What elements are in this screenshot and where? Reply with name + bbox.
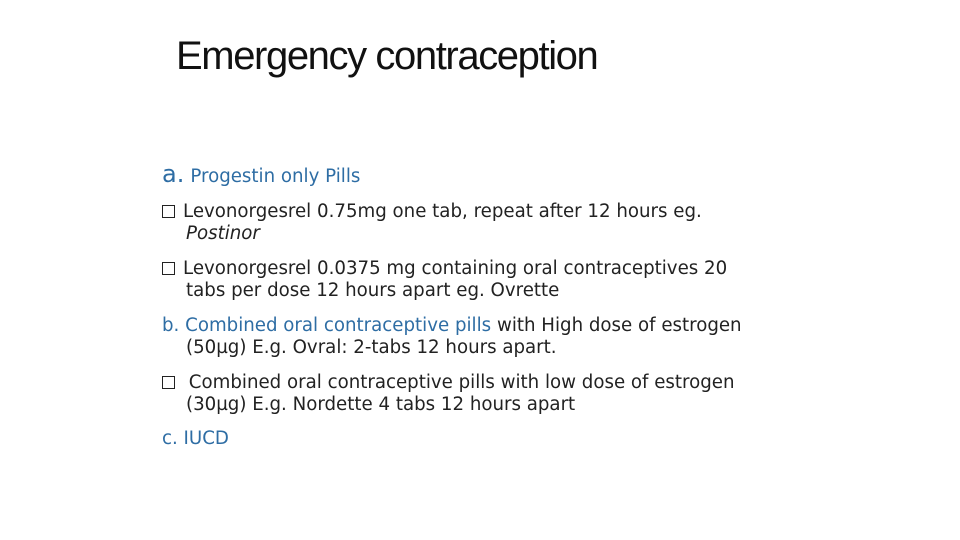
checkbox-bullet-icon: [162, 262, 175, 275]
section-a-label: Progestin only Pills: [190, 166, 361, 187]
section-a-heading: [162, 160, 802, 188]
bullet-item-3-line2: (30µg) E.g. Nordette 4 tabs 12 hours apart: [186, 394, 576, 415]
checkbox-bullet-icon: [162, 205, 175, 218]
checkbox-bullet-icon: [162, 376, 175, 389]
bullet-item-1: [162, 201, 802, 223]
section-b-rest: with High dose of estrogen: [496, 315, 742, 336]
section-b-label: Combined oral contraceptive pills: [185, 315, 492, 336]
section-b-line2: (50µg) E.g. Ovral: 2-tabs 12 hours apart.: [186, 337, 557, 358]
bullet-item-2: [162, 258, 802, 280]
section-b-heading: [162, 315, 802, 337]
bullet-item-2-line1: Levonorgesrel 0.0375 mg containing oral contraceptives 20: [183, 258, 728, 279]
slide-body: [162, 160, 802, 450]
bullet-item-3: [162, 372, 802, 394]
section-a-marker: a.: [162, 160, 185, 188]
slide-title: Emergency contraception: [176, 34, 598, 78]
bullet-item-1-line2: Postinor: [186, 223, 260, 244]
bullet-item-1-line1: Levonorgesrel 0.75mg one tab, repeat after 12 hours eg.: [183, 201, 702, 222]
bullet-item-2-line2: tabs per dose 12 hours apart eg. Ovrette: [186, 280, 560, 301]
section-b-marker: b.: [162, 315, 180, 336]
section-c-heading: c. IUCD: [162, 428, 229, 449]
bullet-item-3-line1: Combined oral contraceptive pills with low dose of estrogen: [188, 372, 735, 393]
